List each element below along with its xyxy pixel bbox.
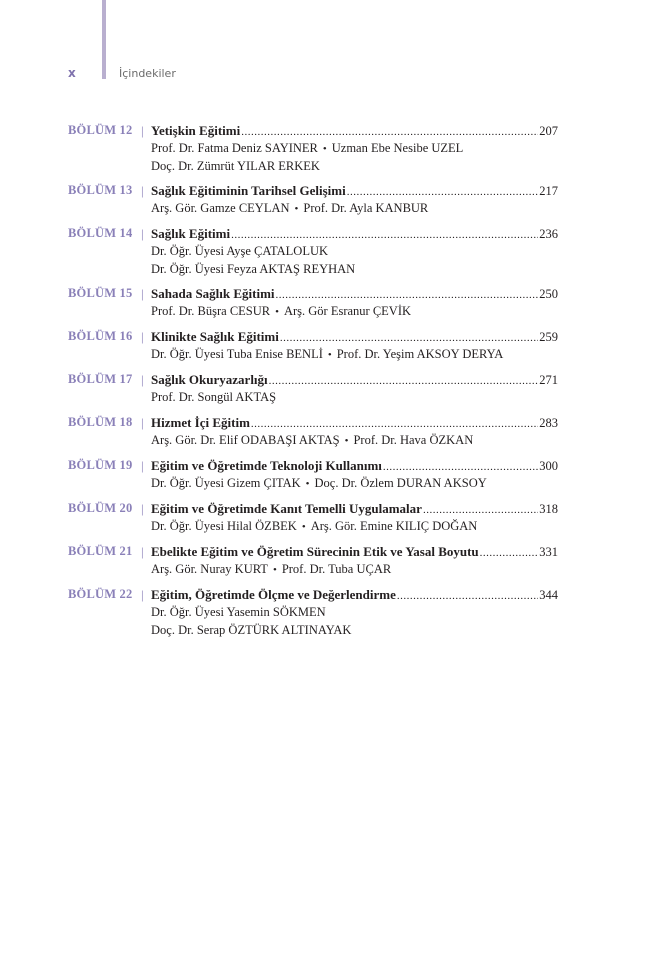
chapter-separator: | xyxy=(141,544,144,559)
author-name: Doç. Dr. Serap ÖZTÜRK ALTINAYAK xyxy=(151,623,352,637)
author-name: Dr. Öğr. Üyesi Yasemin SÖKMEN xyxy=(151,605,326,619)
chapter-title-line[interactable] xyxy=(151,123,558,139)
chapter-title: Ebelikte Eğitim ve Öğretim Sürecinin Etik ve Yasal Boyutu xyxy=(151,544,479,559)
author-name: Arş. Gör. Dr. Elif ODABAŞI AKTAŞ xyxy=(151,433,340,447)
chapter-page-number: 207 xyxy=(539,124,558,138)
author-separator-bullet: • xyxy=(301,521,306,533)
chapter-separator: | xyxy=(141,415,144,430)
chapter-label: BÖLÜM 21 xyxy=(68,544,133,558)
chapter-separator: | xyxy=(141,458,144,473)
chapter-separator: | xyxy=(141,183,144,198)
chapter-title: Klinikte Sağlık Eğitimi xyxy=(151,329,279,344)
author-line xyxy=(151,201,428,216)
author-line xyxy=(151,562,391,577)
author-name: Arş. Gör Esranur ÇEVİK xyxy=(283,304,412,318)
author-name: Uzman Ebe Nesibe UZEL xyxy=(331,141,464,155)
author-name: Arş. Gör. Nuray KURT xyxy=(151,562,268,576)
chapter-separator: | xyxy=(141,372,144,387)
chapter-label: BÖLÜM 18 xyxy=(68,415,133,429)
toc-entry[interactable] xyxy=(0,499,648,542)
chapter-title: Hizmet İçi Eğitim xyxy=(151,415,250,430)
chapter-separator: | xyxy=(141,286,144,301)
chapter-separator: | xyxy=(141,226,144,241)
chapter-title-line[interactable] xyxy=(151,458,558,474)
chapter-title: Eğitim ve Öğretimde Teknoloji Kullanımı xyxy=(151,458,382,473)
author-name: Dr. Öğr. Üyesi Ayşe ÇATALOLUK xyxy=(151,244,329,258)
author-line xyxy=(151,519,477,534)
dot-leader xyxy=(241,126,538,138)
author-line xyxy=(151,304,411,319)
toc-entry[interactable] xyxy=(0,370,648,413)
page-number: x xyxy=(68,66,76,80)
chapter-label: BÖLÜM 12 xyxy=(68,123,133,137)
author-separator-bullet: • xyxy=(305,478,310,490)
chapter-label: BÖLÜM 15 xyxy=(68,286,133,300)
chapter-title: Sağlık Eğitimi xyxy=(151,226,231,241)
chapter-title: Sağlık Okuryazarlığı xyxy=(151,372,268,387)
chapter-title-line[interactable] xyxy=(151,501,558,517)
chapter-label: BÖLÜM 20 xyxy=(68,501,133,515)
header-accent-bar xyxy=(102,0,106,79)
dot-leader xyxy=(269,375,539,387)
author-separator-bullet: • xyxy=(322,143,327,155)
author-name: Arş. Gör. Emine KILIÇ DOĞAN xyxy=(310,519,478,533)
toc-entry[interactable] xyxy=(0,181,648,224)
author-separator-bullet: • xyxy=(344,435,349,447)
chapter-label: BÖLÜM 19 xyxy=(68,458,133,472)
toc-entry[interactable] xyxy=(0,121,648,181)
chapter-page-number: 236 xyxy=(539,227,558,241)
chapter-title-line[interactable] xyxy=(151,587,558,603)
table-of-contents xyxy=(0,121,648,645)
author-line xyxy=(151,262,355,277)
toc-entry[interactable] xyxy=(0,585,648,645)
author-name: Prof. Dr. Songül AKTAŞ xyxy=(151,390,277,404)
chapter-separator: | xyxy=(141,587,144,602)
author-name: Prof. Dr. Büşra CESUR xyxy=(151,304,271,318)
dot-leader xyxy=(231,229,538,241)
author-line xyxy=(151,605,326,620)
author-line xyxy=(151,244,328,259)
chapter-page-number: 331 xyxy=(539,545,558,559)
author-separator-bullet: • xyxy=(294,203,299,215)
toc-entry[interactable] xyxy=(0,413,648,456)
chapter-title: Sağlık Eğitiminin Tarihsel Gelişimi xyxy=(151,183,346,198)
chapter-title: Yetişkin Eğitimi xyxy=(151,123,241,138)
chapter-title: Eğitim, Öğretimde Ölçme ve Değerlendirme xyxy=(151,587,396,602)
author-name: Dr. Öğr. Üyesi Hilal ÖZBEK xyxy=(151,519,297,533)
author-line xyxy=(151,141,463,156)
author-line xyxy=(151,433,473,448)
chapter-page-number: 271 xyxy=(539,373,558,387)
dot-leader xyxy=(480,547,539,559)
chapter-page-number: 283 xyxy=(539,416,558,430)
author-name: Prof. Dr. Fatma Deniz SAYINER xyxy=(151,141,318,155)
dot-leader xyxy=(276,289,539,301)
author-line xyxy=(151,476,487,491)
chapter-title-line[interactable] xyxy=(151,226,558,242)
author-name: Prof. Dr. Tuba UÇAR xyxy=(281,562,392,576)
author-line xyxy=(151,623,351,638)
chapter-title-line[interactable] xyxy=(151,286,558,302)
toc-entry[interactable] xyxy=(0,327,648,370)
toc-entry[interactable] xyxy=(0,224,648,284)
chapter-title-line[interactable] xyxy=(151,544,558,560)
chapter-page-number: 318 xyxy=(539,502,558,516)
chapter-label: BÖLÜM 14 xyxy=(68,226,133,240)
author-name: Prof. Dr. Yeşim AKSOY DERYA xyxy=(336,347,504,361)
author-name: Prof. Dr. Ayla KANBUR xyxy=(303,201,429,215)
chapter-separator: | xyxy=(141,123,144,138)
author-line xyxy=(151,347,503,362)
author-name: Dr. Öğr. Üyesi Feyza AKTAŞ REYHAN xyxy=(151,262,356,276)
chapter-page-number: 300 xyxy=(539,459,558,473)
author-name: Doç. Dr. Özlem DURAN AKSOY xyxy=(314,476,487,490)
dot-leader xyxy=(347,186,539,198)
dot-leader xyxy=(280,332,538,344)
author-line xyxy=(151,159,320,174)
chapter-label: BÖLÜM 13 xyxy=(68,183,133,197)
dot-leader xyxy=(383,461,538,473)
author-name: Prof. Dr. Hava ÖZKAN xyxy=(353,433,474,447)
chapter-title: Sahada Sağlık Eğitimi xyxy=(151,286,275,301)
toc-entry[interactable] xyxy=(0,284,648,327)
chapter-separator: | xyxy=(141,329,144,344)
author-name: Dr. Öğr. Üyesi Tuba Enise BENLİ xyxy=(151,347,323,361)
toc-entry[interactable] xyxy=(0,542,648,585)
toc-entry[interactable] xyxy=(0,456,648,499)
author-name: Dr. Öğr. Üyesi Gizem ÇITAK xyxy=(151,476,301,490)
chapter-title-line[interactable] xyxy=(151,329,558,345)
chapter-title-line[interactable] xyxy=(151,183,558,199)
running-head: İçindekiler xyxy=(119,67,176,80)
dot-leader xyxy=(423,504,538,516)
chapter-page-number: 250 xyxy=(539,287,558,301)
author-line xyxy=(151,390,276,405)
chapter-title-line[interactable] xyxy=(151,415,558,431)
chapter-page-number: 259 xyxy=(539,330,558,344)
chapter-title-line[interactable] xyxy=(151,372,558,388)
chapter-label: BÖLÜM 22 xyxy=(68,587,133,601)
chapter-page-number: 344 xyxy=(539,588,558,602)
chapter-title: Eğitim ve Öğretimde Kanıt Temelli Uygulamalar xyxy=(151,501,422,516)
chapter-page-number: 217 xyxy=(539,184,558,198)
chapter-label: BÖLÜM 17 xyxy=(68,372,133,386)
author-separator-bullet: • xyxy=(275,306,279,318)
author-separator-bullet: • xyxy=(327,349,332,361)
author-name: Arş. Gör. Gamze CEYLAN xyxy=(151,201,290,215)
dot-leader xyxy=(251,418,538,430)
chapter-separator: | xyxy=(141,501,144,516)
author-separator-bullet: • xyxy=(272,564,277,576)
dot-leader xyxy=(397,590,538,602)
chapter-label: BÖLÜM 16 xyxy=(68,329,133,343)
author-name: Doç. Dr. Zümrüt YILAR ERKEK xyxy=(151,159,320,173)
